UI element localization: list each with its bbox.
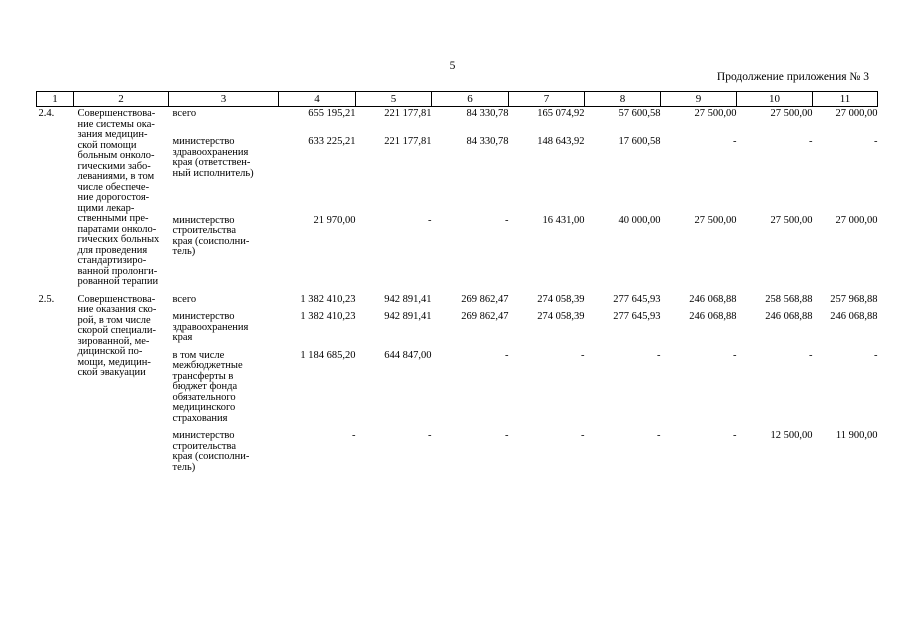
value-cell: 1 382 410,23 xyxy=(300,293,356,305)
section-name-line: ственными пре- xyxy=(77,213,149,224)
section-index: 2.5. xyxy=(38,293,55,305)
row-label xyxy=(169,310,279,349)
row-label-line: тель) xyxy=(172,461,196,473)
section-name-line: ние системы ока- xyxy=(77,118,155,130)
value-cell: - xyxy=(428,430,432,441)
table-body xyxy=(37,107,878,479)
value-cell: - xyxy=(428,214,432,226)
value-cell: 633 225,21 xyxy=(308,136,356,148)
section-name-line: рованной терапии xyxy=(77,276,159,287)
section-name-line: ние дорогостоя- xyxy=(77,192,150,203)
value-cell: 57 600,58 xyxy=(618,108,661,119)
section-name-line: ние оказания ско- xyxy=(77,304,157,315)
section-name-line: скорой специали- xyxy=(77,325,157,336)
value-cell: 655 195,21 xyxy=(308,108,356,119)
value-cell: - xyxy=(733,430,737,441)
row-label-line: министерство xyxy=(172,136,235,148)
column-header: 4 xyxy=(279,92,356,107)
section-name-line: зания медицин- xyxy=(77,129,148,140)
value-cell: 84 330,78 xyxy=(466,136,509,148)
value-cell: 27 500,00 xyxy=(770,214,813,226)
section-name-line: для проведения xyxy=(77,244,148,256)
value-cell: 16 431,00 xyxy=(542,214,585,226)
value-cell: 27 500,00 xyxy=(694,214,737,226)
value-cell: 277 645,93 xyxy=(613,293,661,305)
value-cell: - xyxy=(581,430,585,441)
value-cell: - xyxy=(505,349,509,361)
value-cell: 27 500,00 xyxy=(770,108,813,119)
value-cell: 246 068,88 xyxy=(689,311,737,322)
value-cell: - xyxy=(505,430,509,441)
value-cell: - xyxy=(809,136,813,148)
row-label-line: министерство xyxy=(172,430,235,441)
section-index: 2.4. xyxy=(38,108,55,119)
row-label xyxy=(169,349,279,430)
row-label xyxy=(169,107,279,136)
row-label xyxy=(169,293,279,311)
value-cell: 246 068,88 xyxy=(830,311,878,322)
row-label-line: министерство xyxy=(172,311,235,322)
value-cell: 258 568,88 xyxy=(765,293,813,305)
value-cell: - xyxy=(505,214,509,226)
row-label-line: тель) xyxy=(172,246,196,258)
table-row xyxy=(37,107,878,136)
table-row xyxy=(37,293,878,311)
value-cell: 40 000,00 xyxy=(618,214,661,226)
column-header: 6 xyxy=(432,92,509,107)
value-cell: - xyxy=(581,349,585,361)
value-cell: 1 382 410,23 xyxy=(300,311,356,322)
value-cell: - xyxy=(352,430,356,441)
value-cell: 84 330,78 xyxy=(466,108,509,119)
value-cell: 221 177,81 xyxy=(384,136,432,148)
row-label-line: края xyxy=(172,332,193,343)
row-label-line: всего xyxy=(172,108,197,119)
value-cell: 21 970,00 xyxy=(313,214,356,226)
section-name-line: мощи, медицин- xyxy=(77,356,151,368)
section-name-line: Совершенствова- xyxy=(77,293,156,305)
value-cell: - xyxy=(733,136,737,148)
value-cell: 17 600,58 xyxy=(618,136,661,148)
budget-table xyxy=(36,91,878,478)
section-name xyxy=(74,107,169,293)
value-cell: 221 177,81 xyxy=(384,108,432,119)
row-label-line: здравоохранения xyxy=(172,321,249,333)
column-header: 5 xyxy=(356,92,432,107)
column-header: 1 xyxy=(37,92,74,107)
row-label-line: всего xyxy=(172,293,197,305)
value-cell: - xyxy=(657,349,661,361)
section-name-line: больным онколо- xyxy=(77,150,155,161)
section-name-line: паратами онколо- xyxy=(77,223,157,235)
row-label-line: межбюджетные xyxy=(172,360,243,371)
value-cell: 165 074,92 xyxy=(537,108,585,119)
value-cell: 274 058,39 xyxy=(537,293,585,305)
row-label-line: в том числе xyxy=(172,349,225,361)
row-label xyxy=(169,135,279,214)
value-cell: 27 500,00 xyxy=(694,108,737,119)
row-label-line: бюджет фонда xyxy=(172,381,238,392)
row-label-line: обязательного xyxy=(172,391,236,403)
section-name-line: ванной пролонги- xyxy=(77,265,158,277)
column-header: 10 xyxy=(737,92,813,107)
column-header: 9 xyxy=(661,92,737,107)
row-label-line: трансферты в xyxy=(172,370,234,382)
value-cell: 269 862,47 xyxy=(461,311,509,322)
value-cell: 942 891,41 xyxy=(384,293,432,305)
value-cell: 11 900,00 xyxy=(835,430,878,441)
row-label-line: края (ответствен- xyxy=(172,157,251,169)
row-label-line: ный исполнитель) xyxy=(172,167,254,179)
column-header: 3 xyxy=(169,92,279,107)
row-label-line: медицинского xyxy=(172,402,236,413)
section-name-line: зированной, ме- xyxy=(77,335,150,347)
section-name-line: рой, в том числе xyxy=(77,314,151,326)
row-label-line: строительства xyxy=(172,440,237,452)
table-header-row xyxy=(37,92,878,107)
section-name-line: ской эвакуации xyxy=(77,367,146,378)
section-name-line: ской помощи xyxy=(77,139,137,151)
row-label-line: строительства xyxy=(172,225,237,237)
value-cell: - xyxy=(874,349,878,361)
column-header: 2 xyxy=(74,92,169,107)
row-label-line: здравоохранения xyxy=(172,146,249,158)
value-cell: 644 847,00 xyxy=(384,349,432,361)
appendix-continuation-note: Продолжение приложения № 3 xyxy=(716,71,869,83)
value-cell: 274 058,39 xyxy=(537,311,585,322)
row-label-line: края (соисполни- xyxy=(172,451,250,462)
column-header: 7 xyxy=(509,92,585,107)
value-cell: 246 068,88 xyxy=(765,311,813,322)
value-cell: 27 000,00 xyxy=(835,214,878,226)
row-label xyxy=(169,214,279,293)
section-name-line: леваниями, в том xyxy=(77,171,155,182)
value-cell: 942 891,41 xyxy=(384,311,432,322)
value-cell: 277 645,93 xyxy=(613,311,661,322)
row-label-line: края (соисполни- xyxy=(172,235,250,247)
section-name-line: гических больных xyxy=(77,234,160,245)
value-cell: 12 500,00 xyxy=(770,430,813,441)
value-cell: - xyxy=(733,349,737,361)
section-name-line: гическими забо- xyxy=(77,160,151,172)
value-cell: 246 068,88 xyxy=(689,293,737,305)
column-header: 11 xyxy=(813,92,878,107)
value-cell: 27 000,00 xyxy=(835,108,878,119)
value-cell: - xyxy=(874,136,878,148)
row-label-line: министерство xyxy=(172,214,235,226)
section-name-line: Совершенствова- xyxy=(77,108,156,119)
column-header: 8 xyxy=(585,92,661,107)
value-cell: 148 643,92 xyxy=(537,136,585,148)
value-cell: 269 862,47 xyxy=(461,293,509,305)
value-cell: - xyxy=(809,349,813,361)
page-number: 5 xyxy=(449,60,456,72)
section-name-line: числе обеспече- xyxy=(77,181,150,193)
section-name xyxy=(74,293,169,479)
value-cell: 257 968,88 xyxy=(830,293,878,305)
value-cell: - xyxy=(657,430,661,441)
value-cell: 1 184 685,20 xyxy=(300,349,356,361)
row-label xyxy=(169,429,279,478)
section-name-line: щими лекар- xyxy=(77,202,135,214)
row-label-line: страхования xyxy=(172,412,228,424)
section-name-line: дицинской по- xyxy=(77,346,143,357)
section-name-line: стандартизиро- xyxy=(77,255,147,266)
